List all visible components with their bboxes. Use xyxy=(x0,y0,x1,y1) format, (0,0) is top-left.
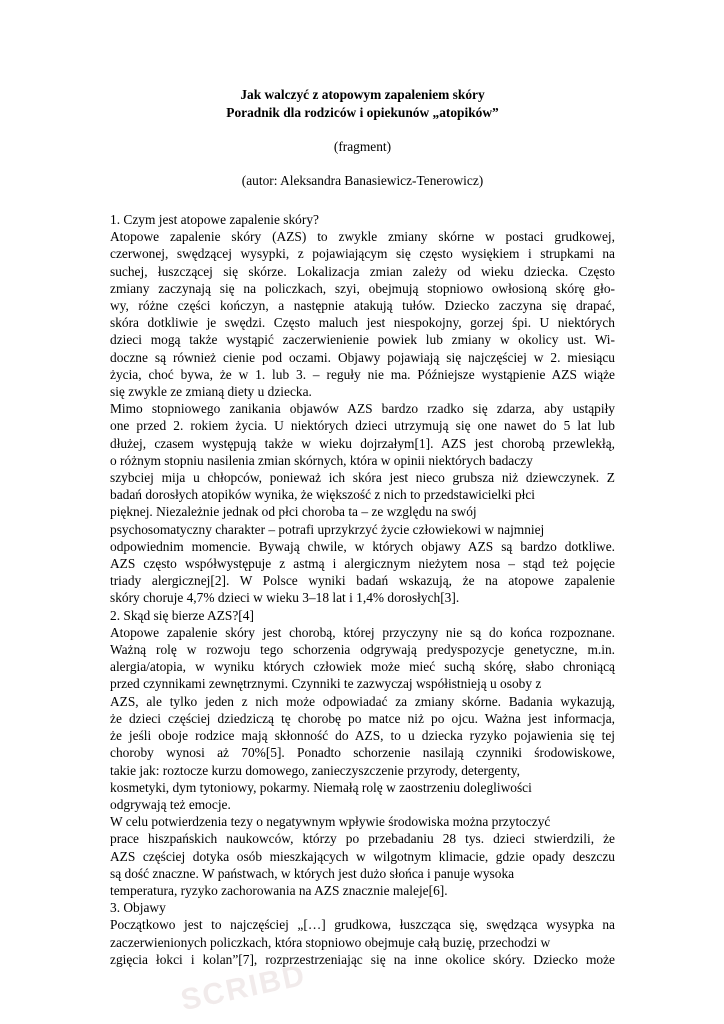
text-line: Atopowe zapalenie skóry (AZS) to zwykle zmiany skórne w postaci grudkowej, xyxy=(110,229,615,245)
text-line: odgrywają też emocje. xyxy=(110,796,231,812)
text-line: że dzieci częściej dziedziczą tę chorobę po matce niż po ojcu. Ważna jest informacja, xyxy=(110,710,615,726)
text-line: pięknej. Niezależnie jednak od płci choroba ta – ze względu na swój xyxy=(110,504,477,520)
text-line: one przed 2. rokiem życia. U niektórych dzieci utrzymują się one nawet do 5 lat lub xyxy=(110,418,615,434)
text-line: skóry choruje 4,7% dzieci w wieku 3–18 lat i 1,4% dorosłych[3]. xyxy=(110,590,460,606)
text-line: takie jak: roztocze kurzu domowego, zanieczyszczenie przyrody, detergenty, xyxy=(110,762,520,778)
text-line: zmiany zaczynają się na policzkach, szyi, obejmują stopniowo owłosioną skórę gło- xyxy=(110,280,615,296)
text-line: o różnym stopniu nasilenia zmian skórnych, która w opinii niektórych badaczy xyxy=(110,452,533,468)
text-line: badań dorosłych atopików wynika, że większość z nich to przedstawicielki płci xyxy=(110,487,536,503)
text-line: suchej, łuszczącej się skórze. Lokalizacja zmian zależy od wieku dziecka. Często xyxy=(110,263,615,279)
text-line: 3. Objawy xyxy=(110,900,166,916)
text-line: dłużej, czasem występują także w wieku dojrzałym[1]. AZS jest chorobą przewlekłą, xyxy=(110,435,615,451)
text-line: przed czynnikami zewnętrznymi. Czynniki te zazwyczaj współistnieją u osoby z xyxy=(110,676,542,692)
text-line: są dość znaczne. W państwach, w których jest dużo słońca i panuje wysoka xyxy=(110,865,515,881)
text-line: 1. Czym jest atopowe zapalenie skóry? xyxy=(110,212,319,227)
text-line: skóra dotkliwie je swędzi. Często maluch jest niespokojny, gorzej śpi. U niektórych xyxy=(110,315,615,331)
text-line: że jeśli oboje rodzice mają skłonność do AZS, to u dziecka ryzyko pojawienia się tej xyxy=(110,728,615,744)
document-title-line-1: Jak walczyć z atopowym zapaleniem skóry xyxy=(240,87,485,102)
text-line: odpowiednim momencie. Bywają chwile, w których objawy AZS są bardzo dotkliwe. xyxy=(110,538,615,554)
text-line: alergia/atopia, w wyniku których człowiek może mieć suchą skórę, słabo chroniącą xyxy=(110,659,615,675)
text-line: Początkowo jest to najczęściej „[…] grudkowa, łuszcząca się, swędząca wysypka na xyxy=(110,917,615,933)
text-line: Ważną rolę w rozwoju tego schorzenia odgrywają predyspozycje genetyczne, m.in. xyxy=(110,642,615,658)
text-line: triady alergicznej[2]. W Polsce wyniki badań wskazują, że na atopowe zapalenie xyxy=(110,573,615,589)
text-line: Atopowe zapalenie skóry jest chorobą, której przyczyny nie są do końca rozpoznane. xyxy=(110,624,615,640)
text-line: czerwonej, swędzącej wysypki, z pojawiającym się często wysiękiem i strupkami na xyxy=(110,246,615,262)
text-line: zaczerwienionych policzkach, która stopniowo obejmuje całą buzię, przechodzi w xyxy=(110,934,551,950)
text-line: psychosomatyczny charakter – potrafi uprzykrzyć życie człowiekowi w najmniej xyxy=(110,521,545,537)
text-line: AZS, ale tylko jeden z nich może odpowiadać za zmiany skórne. Badania wykazują, xyxy=(110,693,615,709)
text-line: życia, choć bywa, że w 1. lub 3. – reguły nie ma. Późniejsze wystąpienie AZS wiąże xyxy=(110,366,615,382)
watermark-logo: SCRIBD xyxy=(178,958,310,1018)
text-line: Mimo stopniowego zanikania objawów AZS bardzo rzadko się zdarza, aby ustąpiły xyxy=(110,401,615,417)
text-line: AZS częściej dotyka osób mieszkających w wilgotnym klimacie, gdzie opady deszczu xyxy=(110,848,615,864)
text-line: się zwykle ze zmianą diety u dziecka. xyxy=(110,384,312,400)
fragment-label: (fragment) xyxy=(333,139,392,154)
text-line: choroby wynosi aż 70%[5]. Ponadto schorzenie nasilają czynniki środowiskowe, xyxy=(110,745,615,761)
text-line: W celu potwierdzenia tezy o negatywnym wpływie środowiska można przytoczyć xyxy=(110,814,551,830)
text-line: kosmetyki, dym tytoniowy, pokarmy. Niemałą rolę w zaostrzeniu dolegliwości xyxy=(110,779,532,795)
author-line: (autor: Aleksandra Banasiewicz-Tenerowicz) xyxy=(241,173,484,188)
document-page xyxy=(110,86,615,968)
text-line: temperatura, ryzyko zachorowania na AZS znacznie maleje[6]. xyxy=(110,882,448,898)
text-line: AZS często współwystępuje z astmą i alergicznym nieżytem nosa – stąd też pojęcie xyxy=(110,556,615,572)
document-title-line-2: Poradnik dla rodziców i opiekunów „atopików” xyxy=(226,105,499,120)
document-body xyxy=(110,211,615,968)
text-line: szybciej mija u chłopców, ponieważ ich skóra jest nieco grubsza niż dziewczynek. Z xyxy=(110,470,615,486)
text-line: dzieci mogą także wystąpić zaczerwienienie powiek lub zmiany w okolicy ust. Wi- xyxy=(110,332,615,348)
text-line: 2. Skąd się bierze AZS?[4] xyxy=(110,607,254,623)
text-line: zgięcia łokci i kolan”[7], rozprzestrzeniając się na inne okolice skóry. Dziecko może xyxy=(110,951,615,967)
text-line: wy, różne części kończyn, a następnie atakują tułów. Dziecko zaczyna się drapać, xyxy=(110,298,615,314)
text-line: doczne są również cienie pod oczami. Objawy pojawiają się najczęściej w 2. miesiącu xyxy=(110,349,615,365)
text-line: prace hiszpańskich naukowców, którzy po przebadaniu 28 tys. dzieci stwierdzili, że xyxy=(110,831,615,847)
